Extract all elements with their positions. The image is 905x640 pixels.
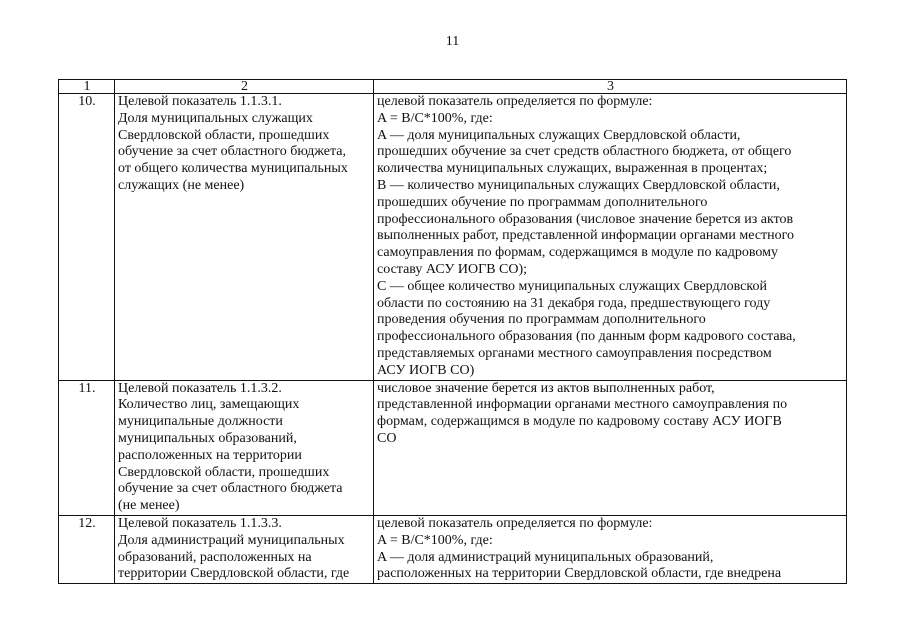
indicator-name-cell [115, 515, 374, 583]
indicator-description-line: B — количество муниципальных служащих Свердловской области, [377, 177, 780, 193]
indicator-name-line: Целевой показатель 1.1.3.3. [118, 515, 282, 531]
indicator-description-line: C — общее количество муниципальных служащих Свердловской [377, 278, 767, 294]
table-body [59, 94, 847, 584]
indicator-description-line: целевой показатель определяется по формуле: [377, 515, 653, 531]
indicator-description-line: A — доля администраций муниципальных образований, [377, 549, 714, 565]
indicator-description-line: целевой показатель определяется по формуле: [377, 94, 653, 109]
indicator-description-line: представленной информации органами местного самоуправления по [377, 397, 788, 413]
row-number-cell: 11. [59, 380, 115, 515]
indicator-description-line: прошедших обучение за счет средств областного бюджета, от общего [377, 144, 792, 160]
indicator-name-line: территории Свердловской области, где [118, 566, 350, 582]
indicator-description-line: числовое значение берется из актов выполненных работ, [377, 380, 715, 396]
table-row [59, 94, 847, 381]
header-row [59, 80, 847, 94]
indicator-name-line: Доля администраций муниципальных [118, 532, 345, 548]
indicator-name-cell [115, 380, 374, 515]
page-number: 11 [445, 34, 460, 49]
indicator-description-cell [374, 380, 847, 515]
indicator-description-line: выполненных работ, представленной информации органами местного [377, 228, 795, 244]
indicator-name-line: Количество лиц, замещающих [118, 397, 300, 413]
indicator-name-line: обучение за счет областного бюджета [118, 481, 343, 497]
row-number-cell: 10. [59, 94, 115, 381]
row-number-cell: 12. [59, 515, 115, 583]
indicator-description-line: АСУ ИОГВ СО) [377, 362, 475, 378]
column-header-1: 1 [59, 80, 115, 94]
indicator-description-cell [374, 94, 847, 381]
column-header-3: 3 [374, 80, 847, 94]
indicator-description-line: проведения обучения по программам дополнительного [377, 312, 706, 328]
indicator-name-line: расположенных на территории [118, 447, 302, 463]
indicator-description-line: профессионального образования (числовое значение берется из актов [377, 211, 794, 227]
table-row [59, 380, 847, 515]
indicator-name-line: муниципальных образований, [118, 430, 297, 446]
indicator-description-line: A — доля муниципальных служащих Свердловской области, [377, 127, 741, 143]
table-row [59, 515, 847, 583]
indicator-name-line: Целевой показатель 1.1.3.2. [118, 380, 282, 396]
indicator-name-line: (не менее) [118, 498, 180, 514]
indicator-name-line: от общего количества муниципальных [118, 161, 348, 177]
indicator-description-line: области по состоянию на 31 декабря года, предшествующего году [377, 295, 771, 311]
indicator-description-line: самоуправления по формам, содержащимся в модуле по кадровому [377, 245, 778, 261]
column-header-2: 2 [115, 80, 374, 94]
indicator-name-line: муниципальные должности [118, 414, 283, 430]
indicator-name-line: обучение за счет областного бюджета, [118, 144, 346, 160]
indicator-description-line: A = B/C*100%, где: [377, 110, 493, 126]
indicator-description-line: составу АСУ ИОГВ СО); [377, 261, 528, 277]
indicator-name-cell [115, 94, 374, 381]
indicator-description-line: A = B/C*100%, где: [377, 532, 493, 548]
indicator-description-line: формам, содержащимся в модуле по кадровому составу АСУ ИОГВ [377, 414, 782, 430]
indicator-description-line: представляемых органами местного самоуправления посредством [377, 345, 772, 361]
indicator-name-line: Свердловской области, прошедших [118, 464, 330, 480]
indicator-description-line: прошедших обучение по программам дополнительного [377, 194, 708, 210]
indicator-description-line: расположенных на территории Свердловской области, где внедрена [377, 566, 782, 582]
indicator-name-line: служащих (не менее) [118, 177, 245, 193]
indicator-description-line: количества муниципальных служащих, выраженная в процентах; [377, 161, 768, 177]
indicator-name-line: образований, расположенных на [118, 549, 312, 565]
indicator-description-cell [374, 515, 847, 583]
indicator-name-line: Свердловской области, прошедших [118, 127, 330, 143]
indicator-name-line: Целевой показатель 1.1.3.1. [118, 94, 282, 109]
indicators-table [58, 79, 847, 584]
indicator-description-line: СО [377, 430, 397, 446]
indicator-name-line: Доля муниципальных служащих [118, 110, 313, 126]
indicator-description-line: профессионального образования (по данным форм кадрового состава, [377, 329, 796, 345]
